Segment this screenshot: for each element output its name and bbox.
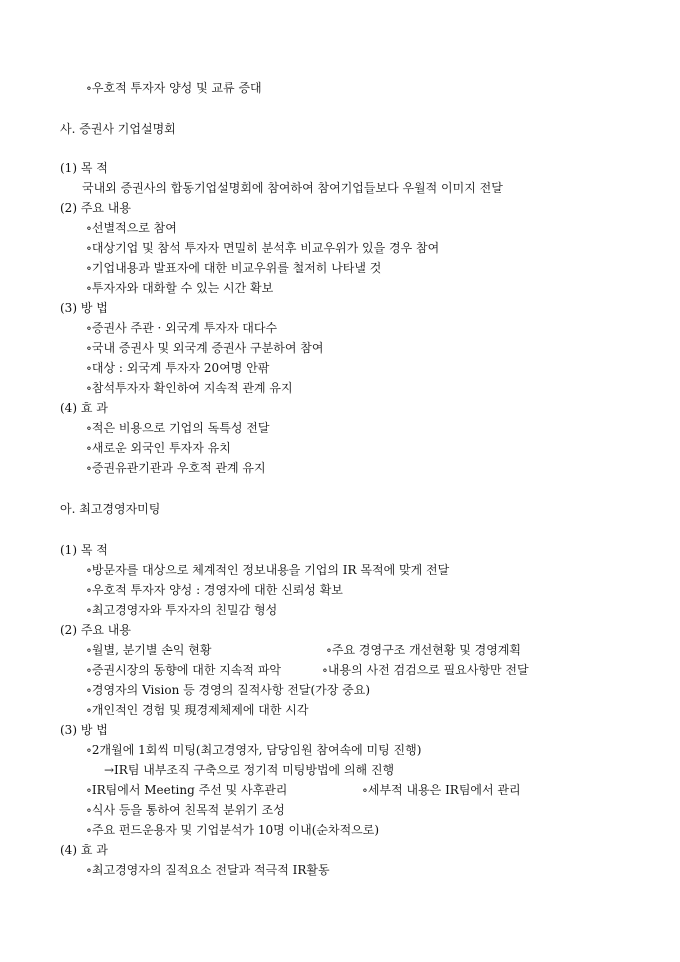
a-content-row	[86, 660, 646, 680]
intro-bullet: ∘우호적 투자자 양성 및 교류 증대	[86, 81, 262, 95]
sa-content-item: ∘선별적으로 참여	[86, 221, 177, 235]
sa-method-item: ∘국내 증권사 및 외국계 증권사 구분하여 참여	[86, 341, 324, 355]
a-content-item: ∘내용의 사전 검검으로 필요사항만 전달	[322, 663, 529, 677]
section-title-sa: 사. 증권사 기업설명회	[60, 122, 176, 136]
a-method-subitem: →IR팀 내부조직 구축으로 정기적 미팅방법에 의해 진행	[104, 763, 395, 777]
sa-content-item: ∘기업내용과 발표자에 대한 비교우위를 철저히 나타낼 것	[86, 261, 382, 275]
sa-effect-item: ∘증권유관기관과 우호적 관계 유지	[86, 461, 266, 475]
a-purpose-item: ∘최고경영자와 투자자의 친밀감 형성	[86, 603, 278, 617]
a-content-row	[86, 640, 646, 660]
a-method-item: ∘식사 등을 통하여 친목적 분위기 조성	[86, 803, 285, 817]
sa-effect-item: ∘새로운 외국인 투자자 유치	[86, 441, 231, 455]
sa-content-item: ∘대상기업 및 참석 투자자 면밀히 분석후 비교우위가 있을 경우 참여	[86, 241, 440, 255]
sa-content-item: ∘투자자와 대화할 수 있는 시간 확보	[86, 281, 274, 295]
sa-purpose-heading: (1) 목 적	[60, 161, 108, 175]
a-purpose-item: ∘우호적 투자자 양성 : 경영자에 대한 신뢰성 확보	[86, 583, 343, 597]
sa-method-item: ∘증권사 주관 · 외국계 투자자 대다수	[86, 321, 278, 335]
a-content-item: ∘경영자의 Vision 등 경영의 질적사항 전달(가장 중요)	[86, 683, 371, 697]
a-purpose-heading: (1) 목 적	[60, 543, 108, 557]
a-method-row	[86, 780, 646, 800]
a-method-item: ∘세부적 내용은 IR팀에서 관리	[362, 783, 521, 797]
a-content-item: ∘주요 경영구조 개선현황 및 경영계획	[326, 643, 522, 657]
a-content-item: ∘월별, 분기별 손익 현황	[86, 643, 212, 657]
a-effect-heading: (4) 효 과	[60, 843, 108, 857]
a-content-heading: (2) 주요 내용	[60, 623, 131, 637]
sa-content-heading: (2) 주요 내용	[60, 201, 131, 215]
a-method-item: ∘IR팀에서 Meeting 주선 및 사후관리	[86, 783, 288, 797]
sa-method-item: ∘대상 : 외국계 투자자 20여명 안팎	[86, 361, 270, 375]
a-effect-item: ∘최고경영자의 질적요소 전달과 적극적 IR활동	[86, 863, 330, 877]
a-method-item: ∘주요 펀드운용자 및 기업분석가 10명 이내(순차적으로)	[86, 823, 380, 837]
section-title-a: 아. 최고경영자미팅	[60, 502, 161, 516]
a-method-heading: (3) 방 법	[60, 723, 108, 737]
a-method-item: ∘2개월에 1회씩 미팅(최고경영자, 담당임원 참여속에 미팅 진행)	[86, 743, 422, 757]
a-content-item: ∘개인적인 경험 및 現경제체제에 대한 시각	[86, 703, 309, 717]
a-content-item: ∘증권시장의 동향에 대한 지속적 파악	[86, 663, 282, 677]
sa-purpose-text: 국내외 증권사의 합동기업설명회에 참여하여 참여기업들보다 우월적 이미지 전달	[82, 181, 503, 195]
sa-effect-item: ∘적은 비용으로 기업의 독특성 전달	[86, 421, 270, 435]
sa-effect-heading: (4) 효 과	[60, 401, 108, 415]
sa-method-heading: (3) 방 법	[60, 301, 108, 315]
sa-method-item: ∘참석투자자 확인하여 지속적 관계 유지	[86, 381, 293, 395]
a-purpose-item: ∘방문자를 대상으로 체계적인 정보내용을 기업의 IR 목적에 맞게 전달	[86, 563, 450, 577]
